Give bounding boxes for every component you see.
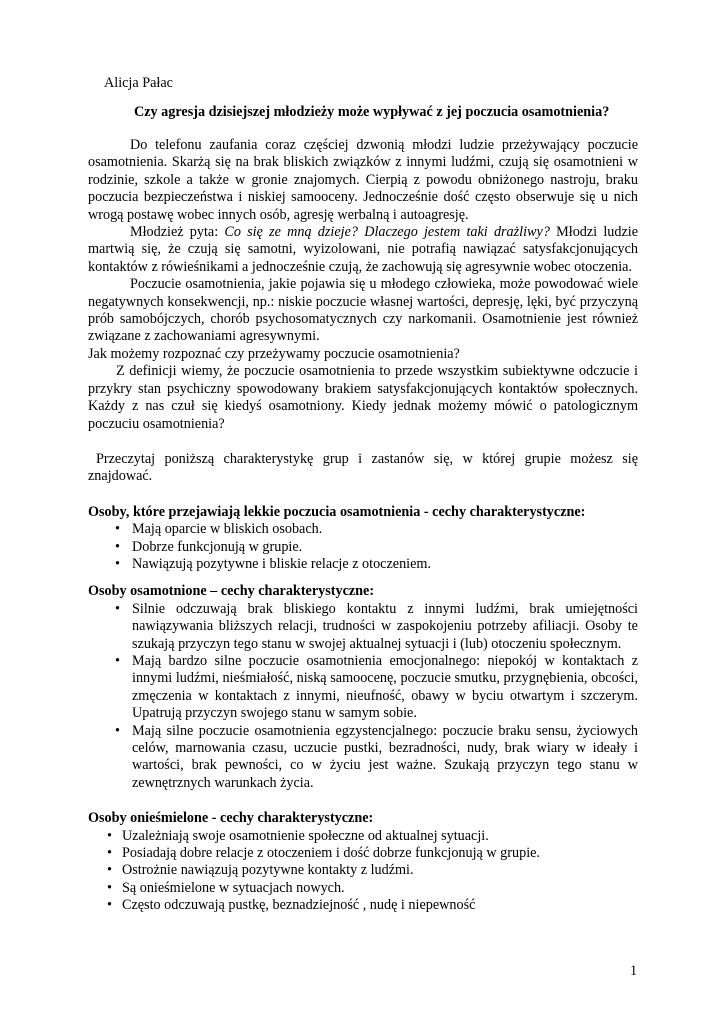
paragraph-youth-questions [88,224,638,276]
list-item: • Ostrożnie nawiązują pozytywne kontakty z ludźmi. [107,862,414,879]
paragraph-question: Jak możemy rozpoznać czy przeżywamy poczucie osamotnienia? [88,345,460,362]
paragraph-intro: Do telefonu zaufania coraz częściej dzwonią młodzi ludzie przeżywający poczucie osamotnienia. Skarżą się na brak bliskich związków z innymi ludźmi, czują się osamotnieni w rodzinie, szkole a także w gronie znajomych. Cierpią z powodu obniżonego nastroju, braku poczucia bezpieczeństwa i niskiej samooceny. Jednocześnie dość często obserwuje się u nich wrogą postawę wobec innych osób, agresję werbalną i autoagresję. [88,137,638,223]
author-name: Alicja Pałac [104,75,173,91]
list-item: • Często odczuwają pustkę, beznadziejność , nudę i niepewność [107,897,476,914]
youth-question-quote: Co się ze mną dzieje? Dlaczego jestem taki drażliwy? [224,224,550,241]
list-item: • Mają bardzo silne poczucie osamotnienia emocjonalnego: niepokój w kontaktach z innymi ludźmi, nieśmiałość, niską samoocenę, poczucie smutku, przygnębienia, obcości, zmęczenia w kontaktach z innymi, nieufność, obawy w byciu otwartym i szczerym. Upatrują przyczyn swojego stanu w samym sobie. [115,652,638,722]
list-shy [88,828,638,915]
paragraph-consequences: Poczucie osamotnienia, jakie pojawia się u młodego człowieka, może powodować wiele negatywnych konsekwencji, np.: niskie poczucie własnej wartości, depresję, lęki, być przyczyną prób samobójczych, chorób psychosomatycznych czy narkomanii. Osamotnienie jest również związane z zachowaniami agresywnymi. [88,276,638,345]
list-item: • Mają oparcie w bliskich osobach. [115,521,323,538]
section-heading-light: Osoby, które przejawiają lekkie poczucia osamotnienia - cechy charakterystyczne: [88,503,586,520]
paragraph-youth-end: Młodzi ludzie martwią się, że czują się samotni, wyizolowani, nie potrafią nawiązać satysfakcjonujących kontaktów z rówieśnikami a jednocześnie czują, że zachowują się agresywnie wobec otoczenia. [88,224,638,275]
section-heading-lonely: Osoby osamotnione – cechy charakterystyczne: [88,583,375,600]
paragraph-youth-start: Młodzież pyta: [130,224,225,241]
paragraph-instruction: Przeczytaj poniższą charakterystykę grup i zastanów się, w której grupie możesz się znajdować. [88,450,638,485]
list-item: • Uzależniają swoje osamotnienie społeczne od aktualnej sytuacji. [107,827,489,844]
page-number: 1 [630,963,638,979]
document-body [88,137,638,915]
list-item: • Są onieśmielone w sytuacjach nowych. [107,879,345,896]
section-heading-shy: Osoby onieśmielone - cechy charakterystyczne: [88,810,374,827]
list-light [88,521,638,573]
list-item: • Silnie odczuwają brak bliskiego kontaktu z innymi ludźmi, brak umiejętności nawiązywania bliższych relacji, trudności w zaspokojeniu potrzeby afiliacji. Osoby te szukają przyczyn tego stanu w swojej aktualnej sytuacji i (lub) otoczeniu społecznym. [115,600,638,652]
list-item: • Posiadają dobre relacje z otoczeniem i dość dobrze funkcjonują w grupie. [107,845,540,862]
list-item: • Dobrze funkcjonują w grupie. [115,538,303,555]
document-title: Czy agresja dzisiejszej młodzieży może wypływać z jej poczucia osamotnienia? [134,104,610,120]
list-item: • Mają silne poczucie osamotnienia egzystencjalnego: poczucie braku sensu, życiowych celów, marnowania czasu, uczucie pustki, bezradności, nudy, brak wiary w ideały i wartości, brak pewności, co w życiu jest ważne. Szukają przyczyn tego stanu w zewnętrznych warunkach życia. [115,722,638,791]
paragraph-definition: Z definicji wiemy, że poczucie osamotnienia to przede wszystkim subiektywne odczucie i przykry stan psychiczny spowodowany brakiem satysfakcjonujących kontaktów społecznych. Każdy z nas czuł się kiedyś osamotniony. Kiedy jednak możemy mówić o patologicznym poczuciu osamotnienia? [88,363,638,432]
list-lonely [88,601,638,792]
list-item: • Nawiązują pozytywne i bliskie relacje z otoczeniem. [115,555,431,572]
